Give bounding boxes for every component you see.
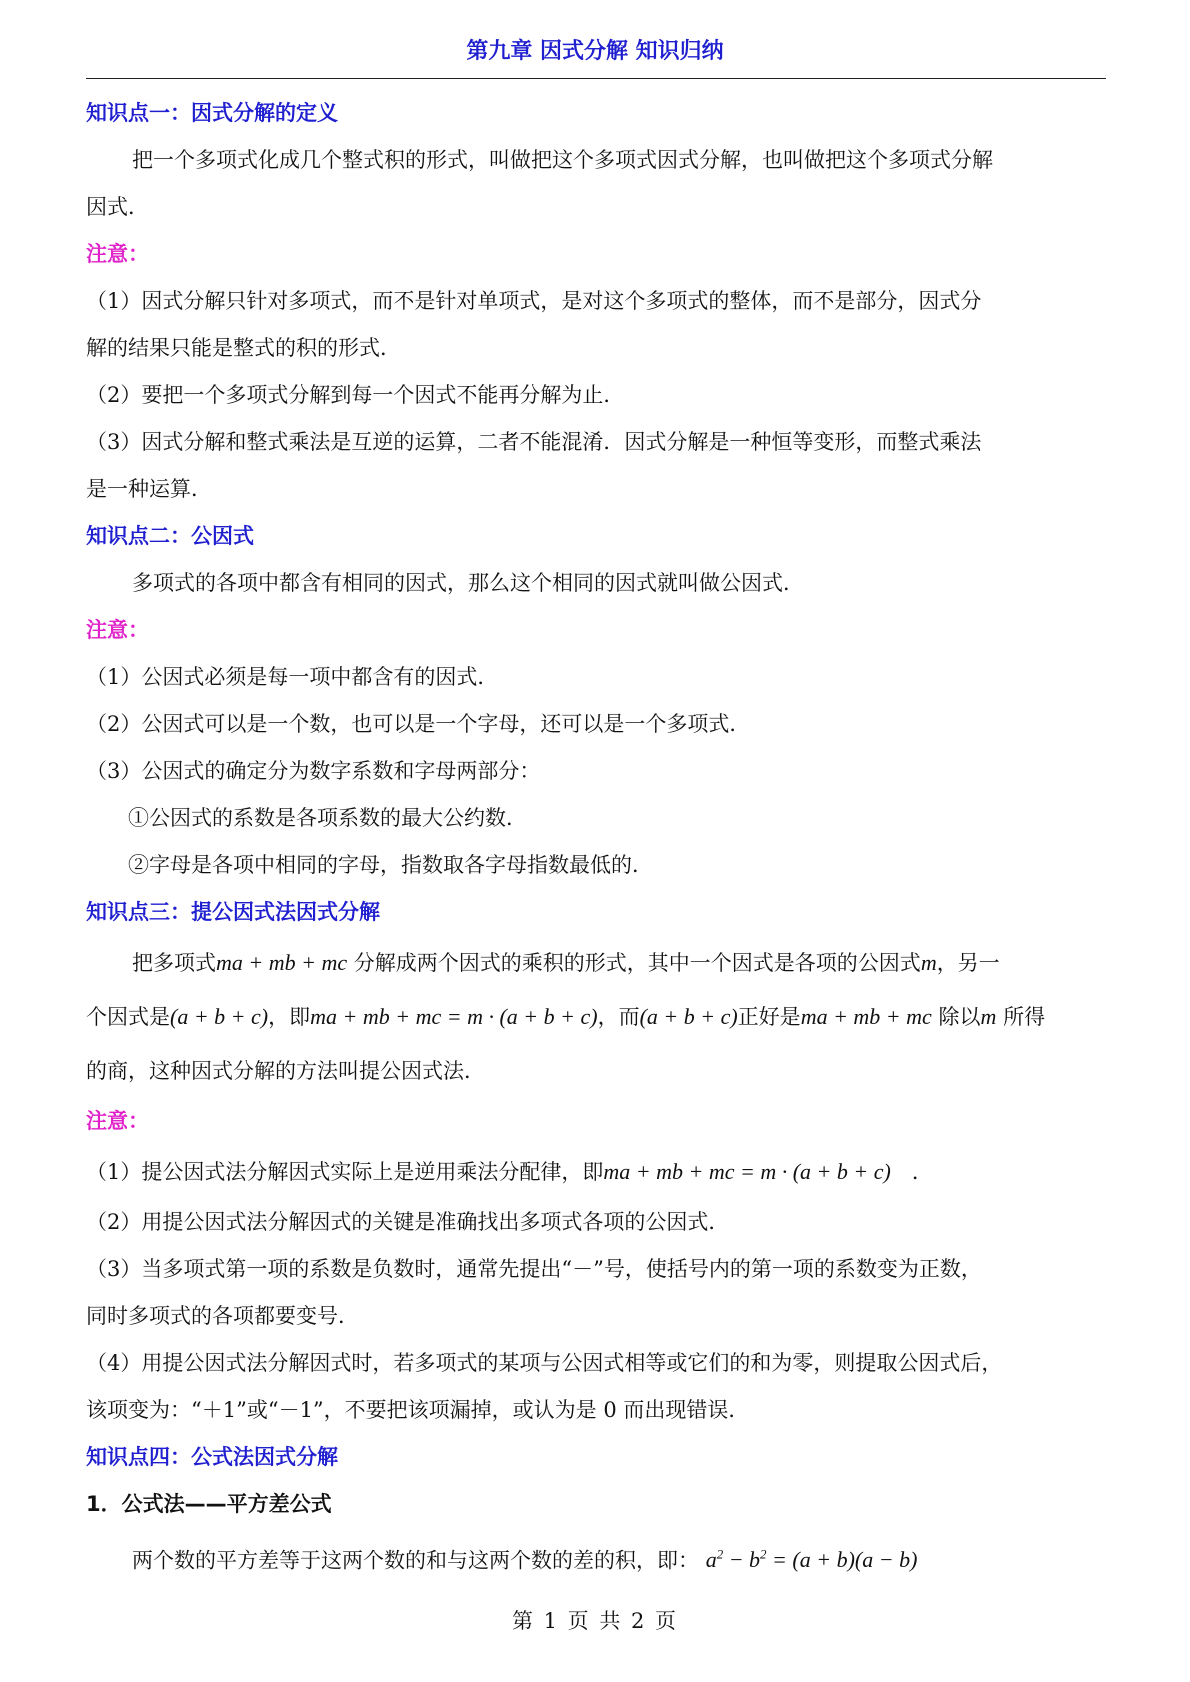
- page-title: 第九章 因式分解 知识归纳: [466, 39, 724, 64]
- note-label: 注意：: [86, 618, 149, 642]
- note-item: （3）当多项式第一项的系数是负数时，通常先提出“－”号，使括号内的第一项的系数变为正数，: [86, 1257, 982, 1281]
- math-expression: ma + mb + mc: [216, 950, 348, 975]
- math-expression: (a + b + c): [639, 1004, 738, 1029]
- section-heading: 知识点四：公式法因式分解: [86, 1445, 338, 1469]
- note-item: 同时多项式的各项都要变号．: [86, 1304, 359, 1328]
- note-subitem: ②字母是各项中相同的字母，指数取各字母指数最低的．: [128, 853, 653, 877]
- math-expression: m: [920, 950, 937, 975]
- note-item: （2）用提公因式法分解因式的关键是准确找出多项式各项的公因式．: [86, 1210, 730, 1234]
- subsection-heading: 1．公式法——平方差公式: [86, 1492, 332, 1516]
- note-item: （4）用提公因式法分解因式时，若多项式的某项与公因式相等或它们的和为零，则提取公因式后，: [86, 1351, 1003, 1375]
- note-item: （1）因式分解只针对多项式，而不是针对单项式，是对这个多项式的整体，而不是部分，因式分: [86, 289, 982, 313]
- math-expression: ma + mb + mc = m · (a + b + c): [310, 1004, 598, 1029]
- paragraph-with-formula: 个因式是(a + b + c)，即ma + mb + mc = m · (a + b + c)，而(a + b + c)正好是ma + mb + mc 除以m 所得: [86, 1004, 1046, 1029]
- note-subitem: ①公因式的系数是各项系数的最大公约数．: [128, 806, 527, 830]
- note-label: 注意：: [86, 1109, 149, 1133]
- note-item: （2）要把一个多项式分解到每一个因式不能再分解为止．: [86, 383, 625, 407]
- note-item: （1）公因式必须是每一项中都含有的因式．: [86, 665, 499, 689]
- paragraph: 多项式的各项中都含有相同的因式，那么这个相同的因式就叫做公因式．: [132, 571, 804, 595]
- section-heading: 知识点二：公因式: [86, 524, 254, 548]
- note-item-with-formula: （1）提公因式法分解因式实际上是逆用乘法分配律，即ma + mb + mc = m · (a + b + c) ．: [86, 1159, 933, 1184]
- paragraph-with-formula: 把多项式ma + mb + mc 分解成两个因式的乘积的形式，其中一个因式是各项的公因式m，另一: [132, 950, 1000, 975]
- note-label: 注意：: [86, 242, 149, 266]
- document-body: [86, 90, 1106, 1582]
- math-expression: (a + b + c): [170, 1004, 269, 1029]
- math-expression: m: [980, 1004, 997, 1029]
- paragraph: 把一个多项式化成几个整式积的形式，叫做把这个多项式因式分解，也叫做把这个多项式分解: [132, 148, 993, 172]
- note-item: （3）因式分解和整式乘法是互逆的运算，二者不能混淆．因式分解是一种恒等变形，而整式乘法: [86, 430, 982, 454]
- section-heading: 知识点三：提公因式法因式分解: [86, 900, 380, 924]
- note-item: 是一种运算．: [86, 477, 212, 501]
- paragraph-with-formula: 两个数的平方差等于这两个数的和与这两个数的差的积，即： $a^2 - b^2 = (a + b)(a - b)$: [132, 1547, 918, 1573]
- section-heading: 知识点一：因式分解的定义: [86, 101, 338, 125]
- paragraph: 因式．: [86, 195, 149, 219]
- difference-of-squares-formula: $a^2 - b^2 = (a + b)(a - b)$: [705, 1547, 918, 1573]
- note-item: （3）公因式的确定分为数字系数和字母两部分：: [86, 759, 541, 783]
- header-divider: [86, 78, 1106, 79]
- note-item: 该项变为：“＋1”或“－1”，不要把该项漏掉，或认为是 0 而出现错误．: [86, 1398, 750, 1422]
- note-item: （2）公因式可以是一个数，也可以是一个字母，还可以是一个多项式．: [86, 712, 751, 736]
- page-footer: 第 1 页 共 2 页: [511, 1609, 679, 1633]
- math-expression: ma + mb + mc: [800, 1004, 932, 1029]
- math-expression: ma + mb + mc = m · (a + b + c): [603, 1159, 891, 1184]
- note-item: 解的结果只能是整式的积的形式．: [86, 336, 401, 360]
- paragraph: 的商，这种因式分解的方法叫提公因式法．: [86, 1059, 485, 1083]
- section-1: [86, 90, 1106, 137]
